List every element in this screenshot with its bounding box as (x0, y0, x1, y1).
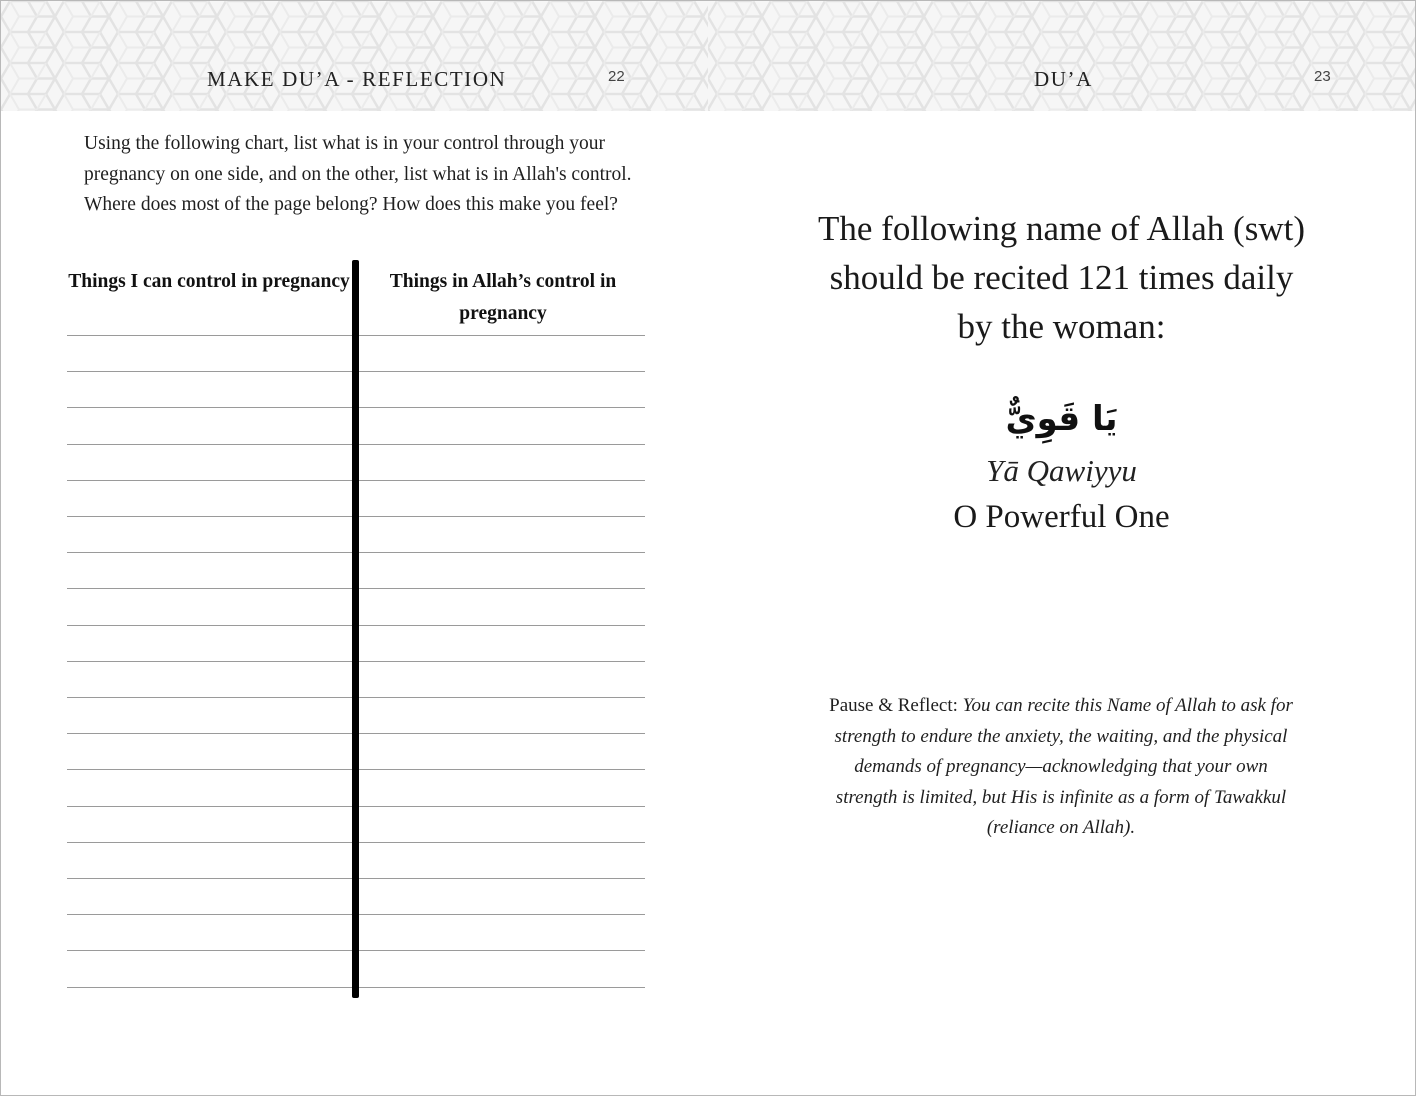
arabic-name: يَا قَوِيٌّ (1005, 399, 1118, 439)
left-page (1, 1, 708, 1095)
header-pattern-band (1, 1, 708, 111)
heading-line: by the woman: (957, 307, 1166, 346)
geometric-pattern-icon (708, 1, 1415, 111)
column-divider (352, 260, 359, 998)
main-heading (708, 204, 1415, 351)
column-header-allah-control: Things in Allah’s control in pregnancy (389, 271, 617, 324)
reflect-label: Pause & Reflect: (829, 695, 958, 716)
reflect-body: You can recite this Name of Allah to ask for strength to endure the anxiety, the waiting, and the physical demands of pregnancy—acknowledging that your own strength is limited, but His is infinite as a form of Tawakkul (reliance on Allah). (834, 695, 1293, 838)
running-title: DU’A (1034, 67, 1093, 91)
pause-reflect-note (828, 691, 1294, 844)
column-header-my-control: Things I can control in pregnancy (68, 271, 350, 292)
intro-text: Using the following chart, list what is in your control through your pregnancy on one side, and on the other, list what is in Allah's control. Where does most of the page belong? How does this make you feel? (84, 133, 632, 215)
geometric-pattern-icon (1, 1, 708, 111)
page-number: 22 (608, 68, 625, 85)
transliteration: Yā Qawiyyu (986, 453, 1137, 488)
running-title: MAKE DU’A - REFLECTION (207, 67, 507, 91)
heading-line: should be recited 121 times daily (829, 258, 1294, 297)
heading-line: The following name of Allah (swt) (818, 209, 1305, 248)
right-page (708, 1, 1415, 1095)
meaning: O Powerful One (953, 499, 1170, 535)
header-pattern-band (708, 1, 1415, 111)
page-number: 23 (1314, 68, 1331, 85)
